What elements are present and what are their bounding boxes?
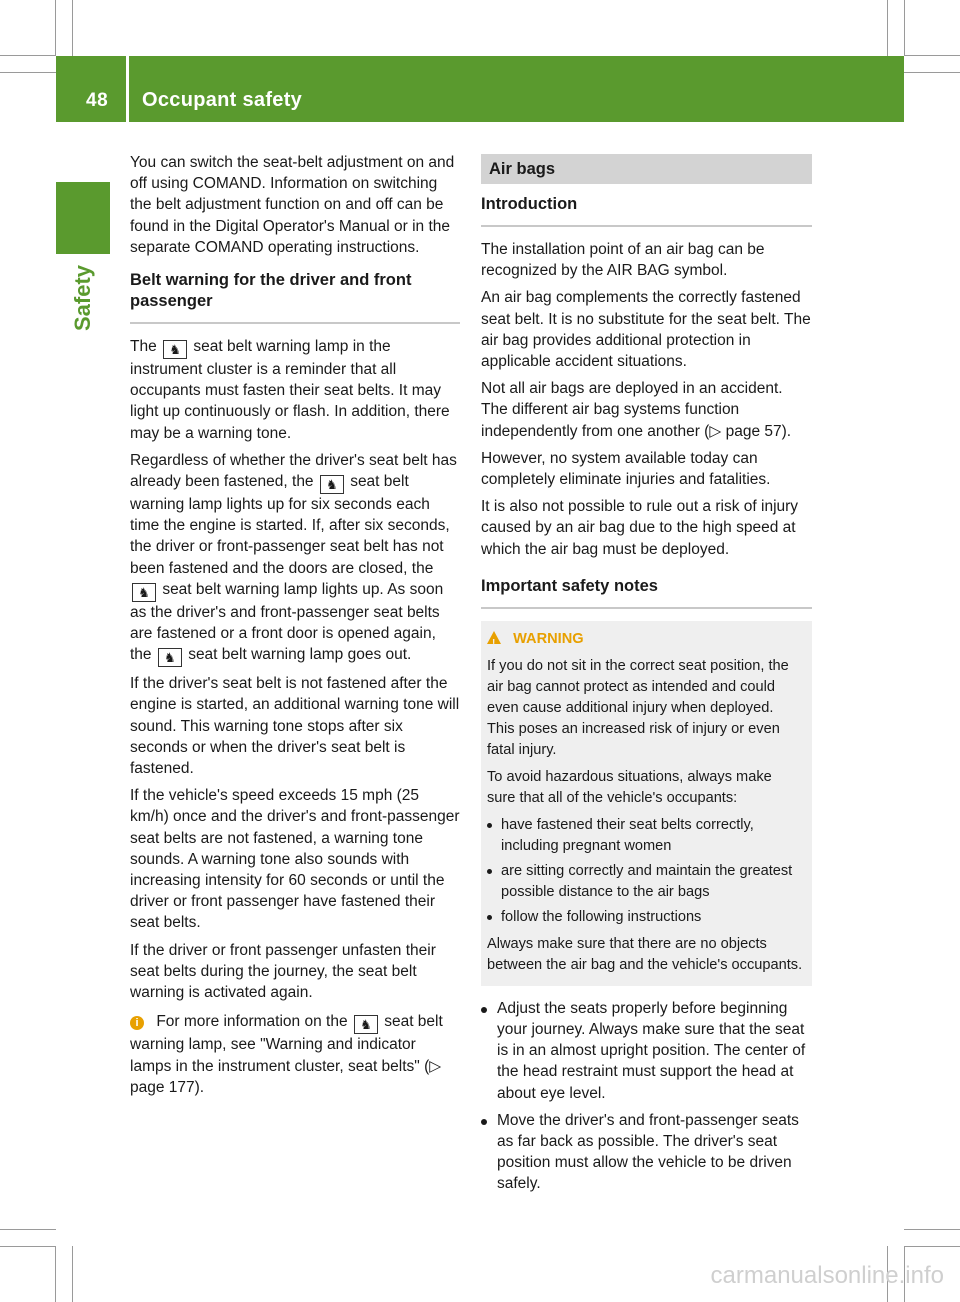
text: Regardless of whether the driver's seat belt has already been fastened, the xyxy=(130,451,457,491)
intro-paragraph-5: It is also not possible to rule out a risk of injury caused by an air bag due to the high speed at which the air bag must be deployed. xyxy=(481,498,799,558)
page-header xyxy=(56,56,904,122)
safety-bullet-list xyxy=(481,998,812,1195)
crop-mark xyxy=(904,1229,960,1230)
warning-header xyxy=(487,629,804,650)
belt-paragraph-3: If the driver's seat belt is not fastened after the engine is started, an additional warning tone will sound. This warning tone stops after six seconds or when the driver's seat belt is fastened. xyxy=(130,675,460,778)
warning-bullet-list xyxy=(487,815,804,928)
page-ref-arrow-icon: ▷ xyxy=(709,422,722,440)
list-item: are sitting correctly and maintain the greatest possible distance to the air bags xyxy=(487,861,804,903)
seat-belt-warning-icon: ♞ xyxy=(158,648,182,667)
crop-mark xyxy=(72,0,73,56)
side-section-label: Safety xyxy=(70,264,95,332)
warning-title: WARNING xyxy=(513,630,584,647)
air-bags-section-heading: Air bags xyxy=(481,154,812,184)
seat-belt-warning-icon: ♞ xyxy=(354,1015,378,1034)
page-number: 48 xyxy=(86,90,109,111)
safety-notes-heading: Important safety notes xyxy=(481,576,812,609)
info-icon: i xyxy=(130,1016,144,1030)
warning-paragraph-2: To avoid hazardous situations, always make sure that all of the vehicle's occupants: xyxy=(487,768,772,806)
intro-paragraph-4: However, no system available today can completely eliminate injuries and fatalities. xyxy=(481,449,771,489)
page-ref-arrow-icon: ▷ xyxy=(429,1057,442,1075)
seat-belt-warning-icon: ♞ xyxy=(320,475,344,494)
crop-mark xyxy=(72,1246,73,1302)
left-column xyxy=(130,152,460,1104)
belt-paragraph-5: If the driver or front passenger unfasten their seat belts during the journey, the seat belt warning is activated again. xyxy=(130,941,436,1002)
intro-paragraph: You can switch the seat-belt adjustment on and off using COMAND. Information on switching the belt adjustment function on and off can be found in the Digital Operator's Manual or in the separate COMAND operating instructions. xyxy=(130,154,455,256)
crop-mark xyxy=(55,0,56,56)
crop-mark xyxy=(55,1246,56,1302)
crop-mark xyxy=(904,72,960,73)
info-note xyxy=(130,1011,460,1098)
warning-paragraph-1: If you do not sit in the correct seat position, the air bag cannot protect as intended and could even cause additional injury when deployed. This poses an increased risk of injury or even fatal injury. xyxy=(487,657,789,758)
watermark: carmanualsonline.info xyxy=(710,1262,944,1289)
page-title: Occupant safety xyxy=(142,89,303,111)
page-reference-link[interactable]: page 177). xyxy=(130,1078,205,1096)
list-item: have fastened their seat belts correctly, including pregnant women xyxy=(487,815,804,857)
crop-mark xyxy=(0,72,56,73)
crop-mark xyxy=(887,0,888,56)
list-item: Move the driver's and front-passenger seats as far back as possible. The driver's seat position must allow the vehicle to be driven safely. xyxy=(481,1110,812,1195)
crop-mark xyxy=(0,55,56,56)
text: seat belt warning lamp, see "Warning and indicator lamps in the instrument cluster, seat belts" ( xyxy=(130,1013,443,1075)
side-tab xyxy=(56,182,110,254)
text: Not all air bags are deployed in an accident. The different air bag systems function independently from one another ( xyxy=(481,380,783,440)
warning-triangle-icon: ! xyxy=(487,631,501,644)
warning-box xyxy=(481,621,812,986)
belt-warning-heading: Belt warning for the driver and front passenger xyxy=(130,270,460,324)
text: seat belt warning lamp goes out. xyxy=(188,646,412,664)
intro-paragraph-1: The installation point of an air bag can be recognized by the AIR BAG symbol. xyxy=(481,241,765,280)
header-divider xyxy=(126,56,129,122)
crop-mark xyxy=(0,1229,56,1230)
right-column xyxy=(481,154,812,1201)
list-item: follow the following instructions xyxy=(487,907,804,928)
intro-paragraph-3 xyxy=(481,378,812,442)
introduction-heading: Introduction xyxy=(481,194,812,227)
text: seat belt warning lamp lights up. As soon as the driver's and front-passenger seat belts are fastened or a front door is opened again, the xyxy=(130,580,444,664)
belt-paragraph-1 xyxy=(130,336,460,444)
warning-paragraph-3: Always make sure that there are no objects between the air bag and the vehicle's occupants. xyxy=(487,935,803,973)
page-reference-link[interactable]: page 57). xyxy=(725,422,792,440)
text: seat belt warning lamp lights up for six seconds each time the engine is started. If, after six seconds, the driver or front-passenger seat belt has not been fastened and the doors are closed, the xyxy=(130,473,450,577)
text: seat belt warning lamp in the instrument cluster is a reminder that all occupants must fasten their seat belts. It may light up continuously or flash. In addition, there may be a warning tone. xyxy=(130,338,450,442)
list-item: Adjust the seats properly before beginning your journey. Always make sure that the seat is in an almost upright position. The center of the head restraint must support the head at about eye level. xyxy=(481,998,812,1104)
crop-mark xyxy=(904,0,905,56)
intro-paragraph-2: An air bag complements the correctly fastened seat belt. It is no substitute for the seat belt. The air bag provides additional protection in applicable accident situations. xyxy=(481,289,811,371)
crop-mark xyxy=(0,1246,56,1247)
seat-belt-warning-icon: ♞ xyxy=(132,583,156,602)
text: The xyxy=(130,338,157,356)
text: For more information on the xyxy=(156,1013,348,1031)
belt-paragraph-2 xyxy=(130,450,460,667)
seat-belt-warning-icon: ♞ xyxy=(163,340,187,359)
crop-mark xyxy=(904,55,960,56)
crop-mark xyxy=(904,1246,960,1247)
belt-paragraph-4: If the vehicle's speed exceeds 15 mph (25 km/h) once and the driver's and front-passenger seat belts are not fastened, a warning tone sounds. A warning tone also sounds with increasing intensity for 60 seconds or until the driver or front passenger have fastened their seat belts. xyxy=(130,787,460,932)
